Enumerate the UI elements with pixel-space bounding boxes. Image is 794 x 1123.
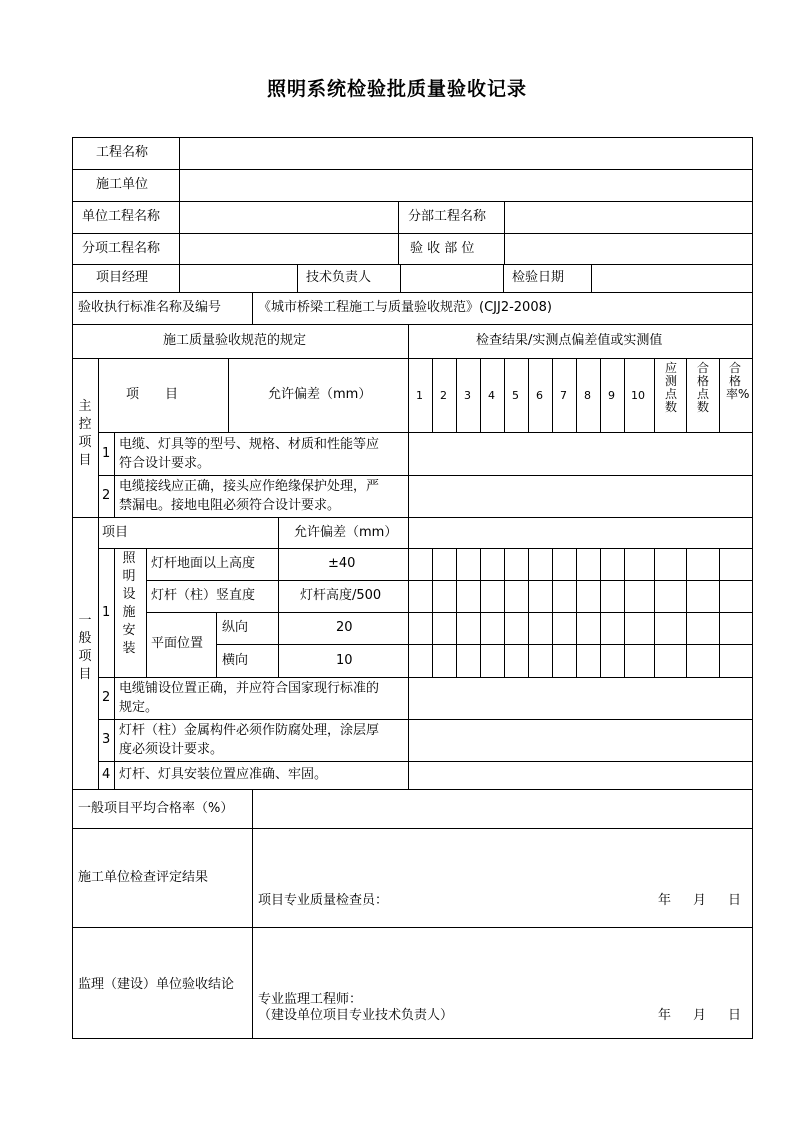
quality-inspector-label: 项目专业质量检查员： [258,893,389,908]
col-divider [576,548,577,677]
install-row-name: 灯杆（柱）竖直度 [151,588,256,603]
main-item-2-line2: 禁漏电。接地电阻必须符合设计要求。 [119,498,341,513]
install-row-tolerance: ±40 [328,556,356,571]
col-divider [480,548,481,677]
col-divider [600,358,601,432]
plane-row-name: 纵向 [222,620,249,635]
main-item-2-line1: 电缆接线应正确，接头应作绝缘保护处理，严 [119,479,380,494]
col-divider [719,548,720,677]
col-divider [278,517,279,677]
row-divider [72,264,753,265]
col-divider [114,548,115,789]
col-divider [432,358,433,432]
day-label: 日 [728,1008,742,1023]
owner-tech-lead-label: （建设单位项目专业技术负责人） [258,1008,454,1023]
point-number: 3 [464,389,471,402]
pass-rate-header: 合格率% [726,361,750,401]
col-divider [654,548,655,677]
row-divider [72,169,753,170]
col-divider [503,264,504,292]
col-divider [624,548,625,677]
month-label: 月 [693,893,707,908]
row-divider [98,761,753,762]
col-divider [432,548,433,677]
col-divider [591,264,592,292]
point-number: 7 [560,389,567,402]
row-divider [146,580,753,581]
col-divider [408,324,409,789]
col-divider [98,358,99,789]
row-divider [72,201,753,202]
item-number: 2 [102,690,111,705]
col-divider [504,201,505,264]
form-title: 照明系统检验批质量验收记录 [266,78,527,100]
qualified-points-header: 合格点数 [696,361,709,414]
general-tolerance-col: 允许偏差（mm） [294,525,398,540]
col-divider [114,432,115,517]
col-divider [552,358,553,432]
main-tolerance-col: 允许偏差（mm） [268,387,372,402]
sub-division-label: 分部工程名称 [408,209,487,224]
row-divider [98,432,753,433]
col-divider [600,548,601,677]
general-item-2-line1: 电缆铺设位置正确，并应符合国家现行标准的 [119,681,380,696]
measured-points-header: 应测点数 [664,361,677,414]
col-divider [528,548,529,677]
col-divider [686,358,687,432]
col-divider [297,264,298,292]
row-divider [146,612,753,613]
install-row-name: 灯杆地面以上高度 [151,556,256,571]
item-number: 1 [102,605,111,620]
col-divider [400,264,401,292]
standard-label: 验收执行标准名称及编号 [78,300,222,315]
year-label: 年 [658,1008,672,1023]
contractor-result-label: 施工单位检查评定结果 [78,870,209,885]
point-number: 2 [440,389,447,402]
col-divider [228,358,229,432]
inspection-date-label: 检验日期 [512,270,565,285]
plane-row-tolerance: 10 [336,653,353,668]
unit-project-label: 单位工程名称 [82,209,161,224]
result-header: 检查结果/实测点偏差值或实测值 [476,333,663,348]
col-divider [504,548,505,677]
technical-lead-label: 技术负责人 [306,270,372,285]
inspection-part-label: 验 收 部 位 [410,241,475,256]
plane-row-tolerance: 20 [336,620,353,635]
supervising-engineer-label: 专业监理工程师： [258,992,363,1007]
row-divider [98,719,753,720]
spec-header: 施工质量验收规范的规定 [163,333,307,348]
point-number: 5 [512,389,519,402]
col-divider [146,548,147,677]
avg-rate-label: 一般项目平均合格率（%） [78,801,234,816]
contractor-label: 施工单位 [96,177,149,192]
row-divider [98,677,753,678]
col-divider [179,137,180,292]
row-divider [72,233,753,234]
col-divider [624,358,625,432]
supervision-label: 监理（建设）单位验收结论 [78,977,235,992]
col-divider [252,789,253,1039]
standard-value: 《城市桥梁工程施工与质量验收规范》(CJJ2-2008) [258,300,552,315]
col-divider [504,358,505,432]
col-divider [252,292,253,324]
row-divider [98,475,753,476]
point-number: 10 [631,389,645,402]
main-control-label: 主控项目 [78,399,92,468]
general-item-4-text: 灯杆、灯具安装位置应准确、牢固。 [119,767,328,782]
row-divider [72,828,753,829]
col-divider [528,358,529,432]
point-number: 8 [584,389,591,402]
point-number: 9 [608,389,615,402]
row-divider [72,324,753,325]
col-divider [456,548,457,677]
main-item-1-line2: 符合设计要求。 [119,456,211,471]
item-number: 1 [102,446,111,461]
col-divider [216,612,217,677]
row-divider [216,644,753,645]
col-divider [552,548,553,677]
main-item-col: 项 目 [126,387,179,402]
day-label: 日 [728,893,742,908]
row-divider [72,789,753,790]
plane-row-name: 横向 [222,653,249,668]
col-divider [686,548,687,677]
general-item-3-line1: 灯杆（柱）金属构件必须作防腐处理，涂层厚 [119,723,380,738]
row-divider [72,517,753,518]
general-item-2-line2: 规定。 [119,700,159,715]
col-divider [480,358,481,432]
project-name-label: 工程名称 [96,145,149,160]
install-row-tolerance: 灯杆高度/500 [300,588,382,603]
general-label: 一般项目 [78,613,92,682]
row-divider [72,358,753,359]
col-divider [576,358,577,432]
sub-item-label: 分项工程名称 [82,241,161,256]
row-divider [72,927,753,928]
general-item-col: 项目 [102,525,129,540]
item-number: 4 [102,767,111,782]
col-divider [398,201,399,264]
col-divider [654,358,655,432]
point-number: 4 [488,389,495,402]
general-item-3-line2: 度必须设计要求。 [119,742,224,757]
col-divider [719,358,720,432]
year-label: 年 [658,893,672,908]
row-divider [72,292,753,293]
install-label: 照明设施安装 [122,551,136,656]
point-number: 1 [416,389,423,402]
main-item-1-line1: 电缆、灯具等的型号、规格、材质和性能等应 [119,437,380,452]
month-label: 月 [693,1008,707,1023]
item-number: 2 [102,488,111,503]
col-divider [456,358,457,432]
item-number: 3 [102,732,111,747]
plane-position-label: 平面位置 [151,636,204,651]
project-manager-label: 项目经理 [96,270,149,285]
point-number: 6 [536,389,543,402]
